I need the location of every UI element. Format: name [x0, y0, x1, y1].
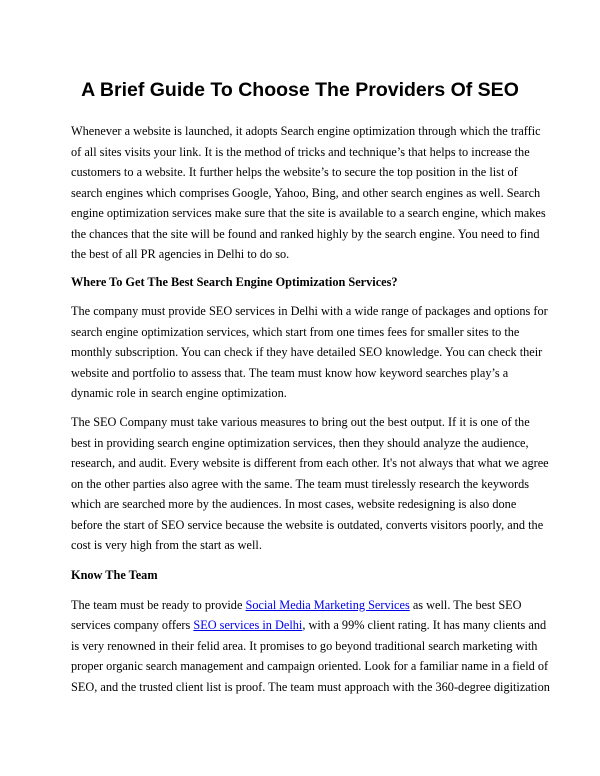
team-paragraph-line	[71, 617, 546, 633]
measures-paragraph-line: which are searched more by the audiences. In most cases, website redesigning is also done	[71, 497, 517, 511]
services-paragraph-line: The company must provide SEO services in Delhi with a wide range of packages and options for	[71, 304, 548, 318]
intro-paragraph-line: engine optimization services make sure that the site is available to a search engine, which makes	[71, 206, 546, 220]
intro-paragraph-line: customers to a website. It further helps the website’s to secure the top position in the list of	[71, 165, 518, 179]
measures-paragraph-line: before the start of SEO service because the website is outdated, converts visitors poorly, and the	[71, 518, 544, 532]
seo-services-delhi-link[interactable]: SEO services in Delhi	[193, 618, 303, 632]
measures-paragraph-line: on the other parties also agree with the same. The team must tirelessly research the keywords	[71, 477, 530, 491]
section-heading-know-the-team: Know The Team	[71, 568, 158, 582]
services-paragraph-line: website and portfolio to assess that. The team must know how keyword searches play’s a	[71, 366, 509, 380]
section-heading-where-to-get: Where To Get The Best Search Engine Optimization Services?	[71, 275, 398, 289]
team-text: as well. The best SEO	[409, 598, 522, 612]
measures-paragraph-line: best in providing search engine optimization services, then they should analyze the audience,	[71, 436, 529, 450]
intro-paragraph-line: Whenever a website is launched, it adopts Search engine optimization through which the traffic	[71, 124, 541, 138]
team-text: services company offers	[71, 618, 194, 632]
social-media-marketing-link[interactable]: Social Media Marketing Services	[245, 598, 410, 612]
intro-paragraph-line: search engines which comprises Google, Yahoo, Bing, and other search engines as well. Search	[71, 186, 541, 200]
measures-paragraph-line: research, and audit. Every website is different from each other. It's not always that what we agree	[71, 456, 549, 470]
services-paragraph-line: search engine optimization services, which start from one times fees for smaller sites to the	[71, 325, 520, 339]
team-paragraph-line: is very renowned in their felid area. It promises to go beyond traditional search marketing with	[71, 639, 538, 653]
measures-paragraph-line: cost is very high from the start as well.	[71, 538, 262, 552]
team-paragraph-line: proper organic search management and campaign oriented. Look for a familiar name in a field of	[71, 659, 549, 673]
services-paragraph-line: dynamic role in search engine optimization.	[71, 386, 287, 400]
services-paragraph-line: monthly subscription. You can check if they have detailed SEO knowledge. You can check their	[71, 345, 543, 359]
measures-paragraph-line: The SEO Company must take various measures to bring out the best output. If it is one of the	[71, 415, 530, 429]
intro-paragraph-line: the best of all PR agencies in Delhi to do so.	[71, 247, 290, 261]
team-text: The team must be ready to provide	[71, 598, 246, 612]
intro-paragraph-line: the chances that the site will be found and ranked highly by the search engine. You need to find	[71, 227, 540, 241]
intro-paragraph-line: of all sites visits your link. It is the method of tricks and technique’s that helps to increase the	[71, 145, 530, 159]
team-paragraph-line	[71, 597, 522, 613]
team-paragraph-line: SEO, and the trusted client list is proof. The team must approach with the 360-degree digitization	[71, 680, 550, 694]
page-title: A Brief Guide To Choose The Providers Of SEO	[81, 79, 519, 101]
team-text: , with a 99% client rating. It has many clients and	[302, 618, 547, 632]
